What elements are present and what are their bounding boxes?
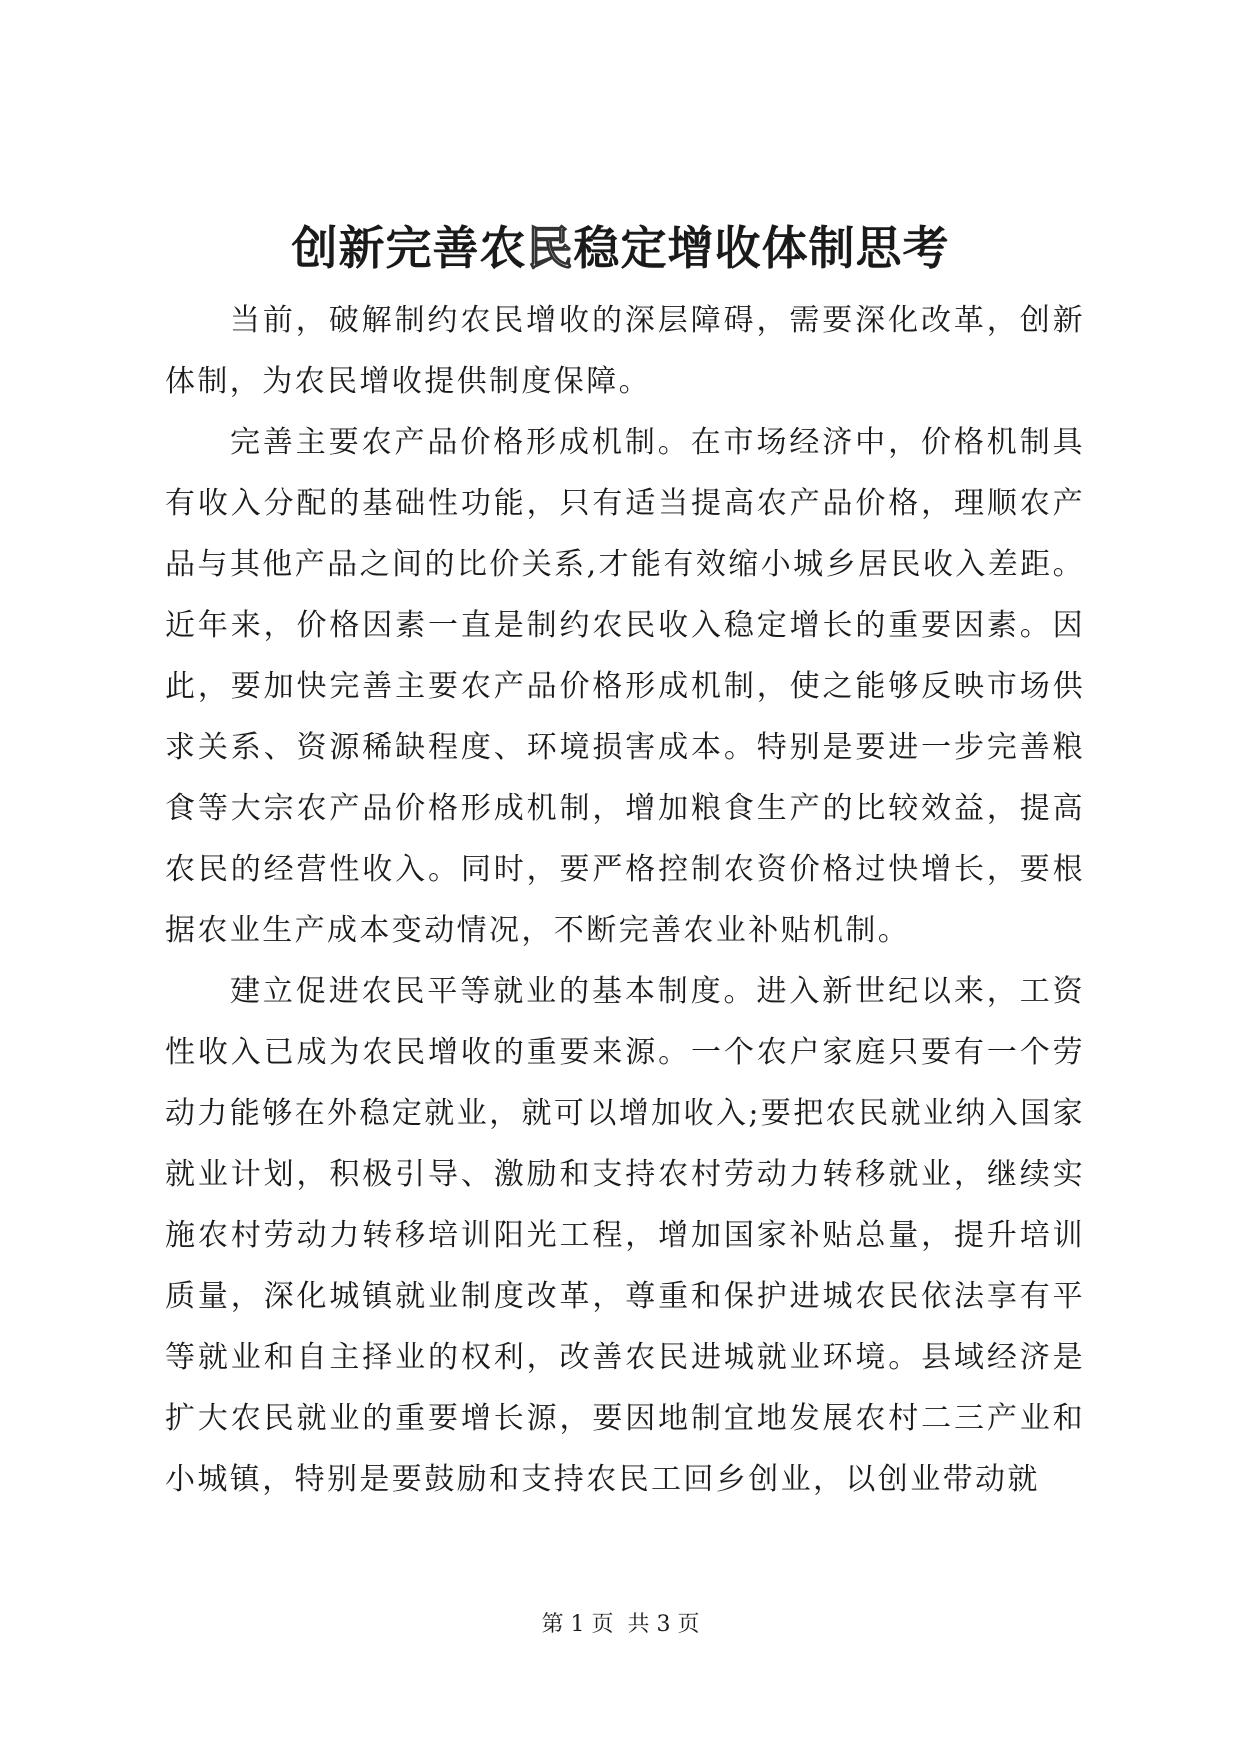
title-part-1: 创新完善农 — [291, 221, 527, 275]
paragraph-price-mechanism: 完善主要农产品价格形成机制。在市场经济中，价格机制具有收入分配的基础性功能，只有适当提高农产品价格，理顺农产品与其他产品之间的比价关系,才能有效缩小城乡居民收入差距。近年来，价格因素一直是制约农民收入稳定增长的重要因素。因此，要加快完善主要农产品价格形成机制，使之能够反映市场供求关系、资源稀缺程度、环境损害成本。特别是要进一步完善粮食等大宗农产品价格形成机制，增加粮食生产的比较效益，提高农民的经营性收入。同时，要严格控制农资价格过快增长，要根据农业生产成本变动情况，不断完善农业补贴机制。 — [165, 425, 1085, 948]
title-part-2: 稳定增收体制思考 — [573, 221, 950, 275]
title-outlined-character: 民 — [526, 221, 574, 275]
document-body — [165, 290, 1085, 1510]
document-title — [0, 218, 1241, 278]
paragraph-employment: 建立促进农民平等就业的基本制度。进入新世纪以来，工资性收入已成为农民增收的重要来源。一个农户家庭只要有一个劳动力能够在外稳定就业，就可以增加收入;要把农民就业纳入国家就业计划，积极引导、激励和支持农村劳动力转移就业，继续实施农村劳动力转移培训阳光工程，增加国家补贴总量，提升培训质量，深化城镇就业制度改革，尊重和保护进城农民依法享有平等就业和自主择业的权利，改善农民进城就业环境。县域经济是扩大农民就业的重要增长源，要因地制宜地发展农村二三产业和小城镇，特别是要鼓励和支持农民工回乡创业，以创业带动就 — [165, 974, 1085, 1497]
page-footer — [0, 1610, 1241, 1640]
page-number: 第 1 页 共 3 页 — [541, 1612, 700, 1637]
paragraph-intro: 当前，破解制约农民增收的深层障碍，需要深化改革，创新体制，为农民增收提供制度保障。 — [165, 303, 1085, 399]
